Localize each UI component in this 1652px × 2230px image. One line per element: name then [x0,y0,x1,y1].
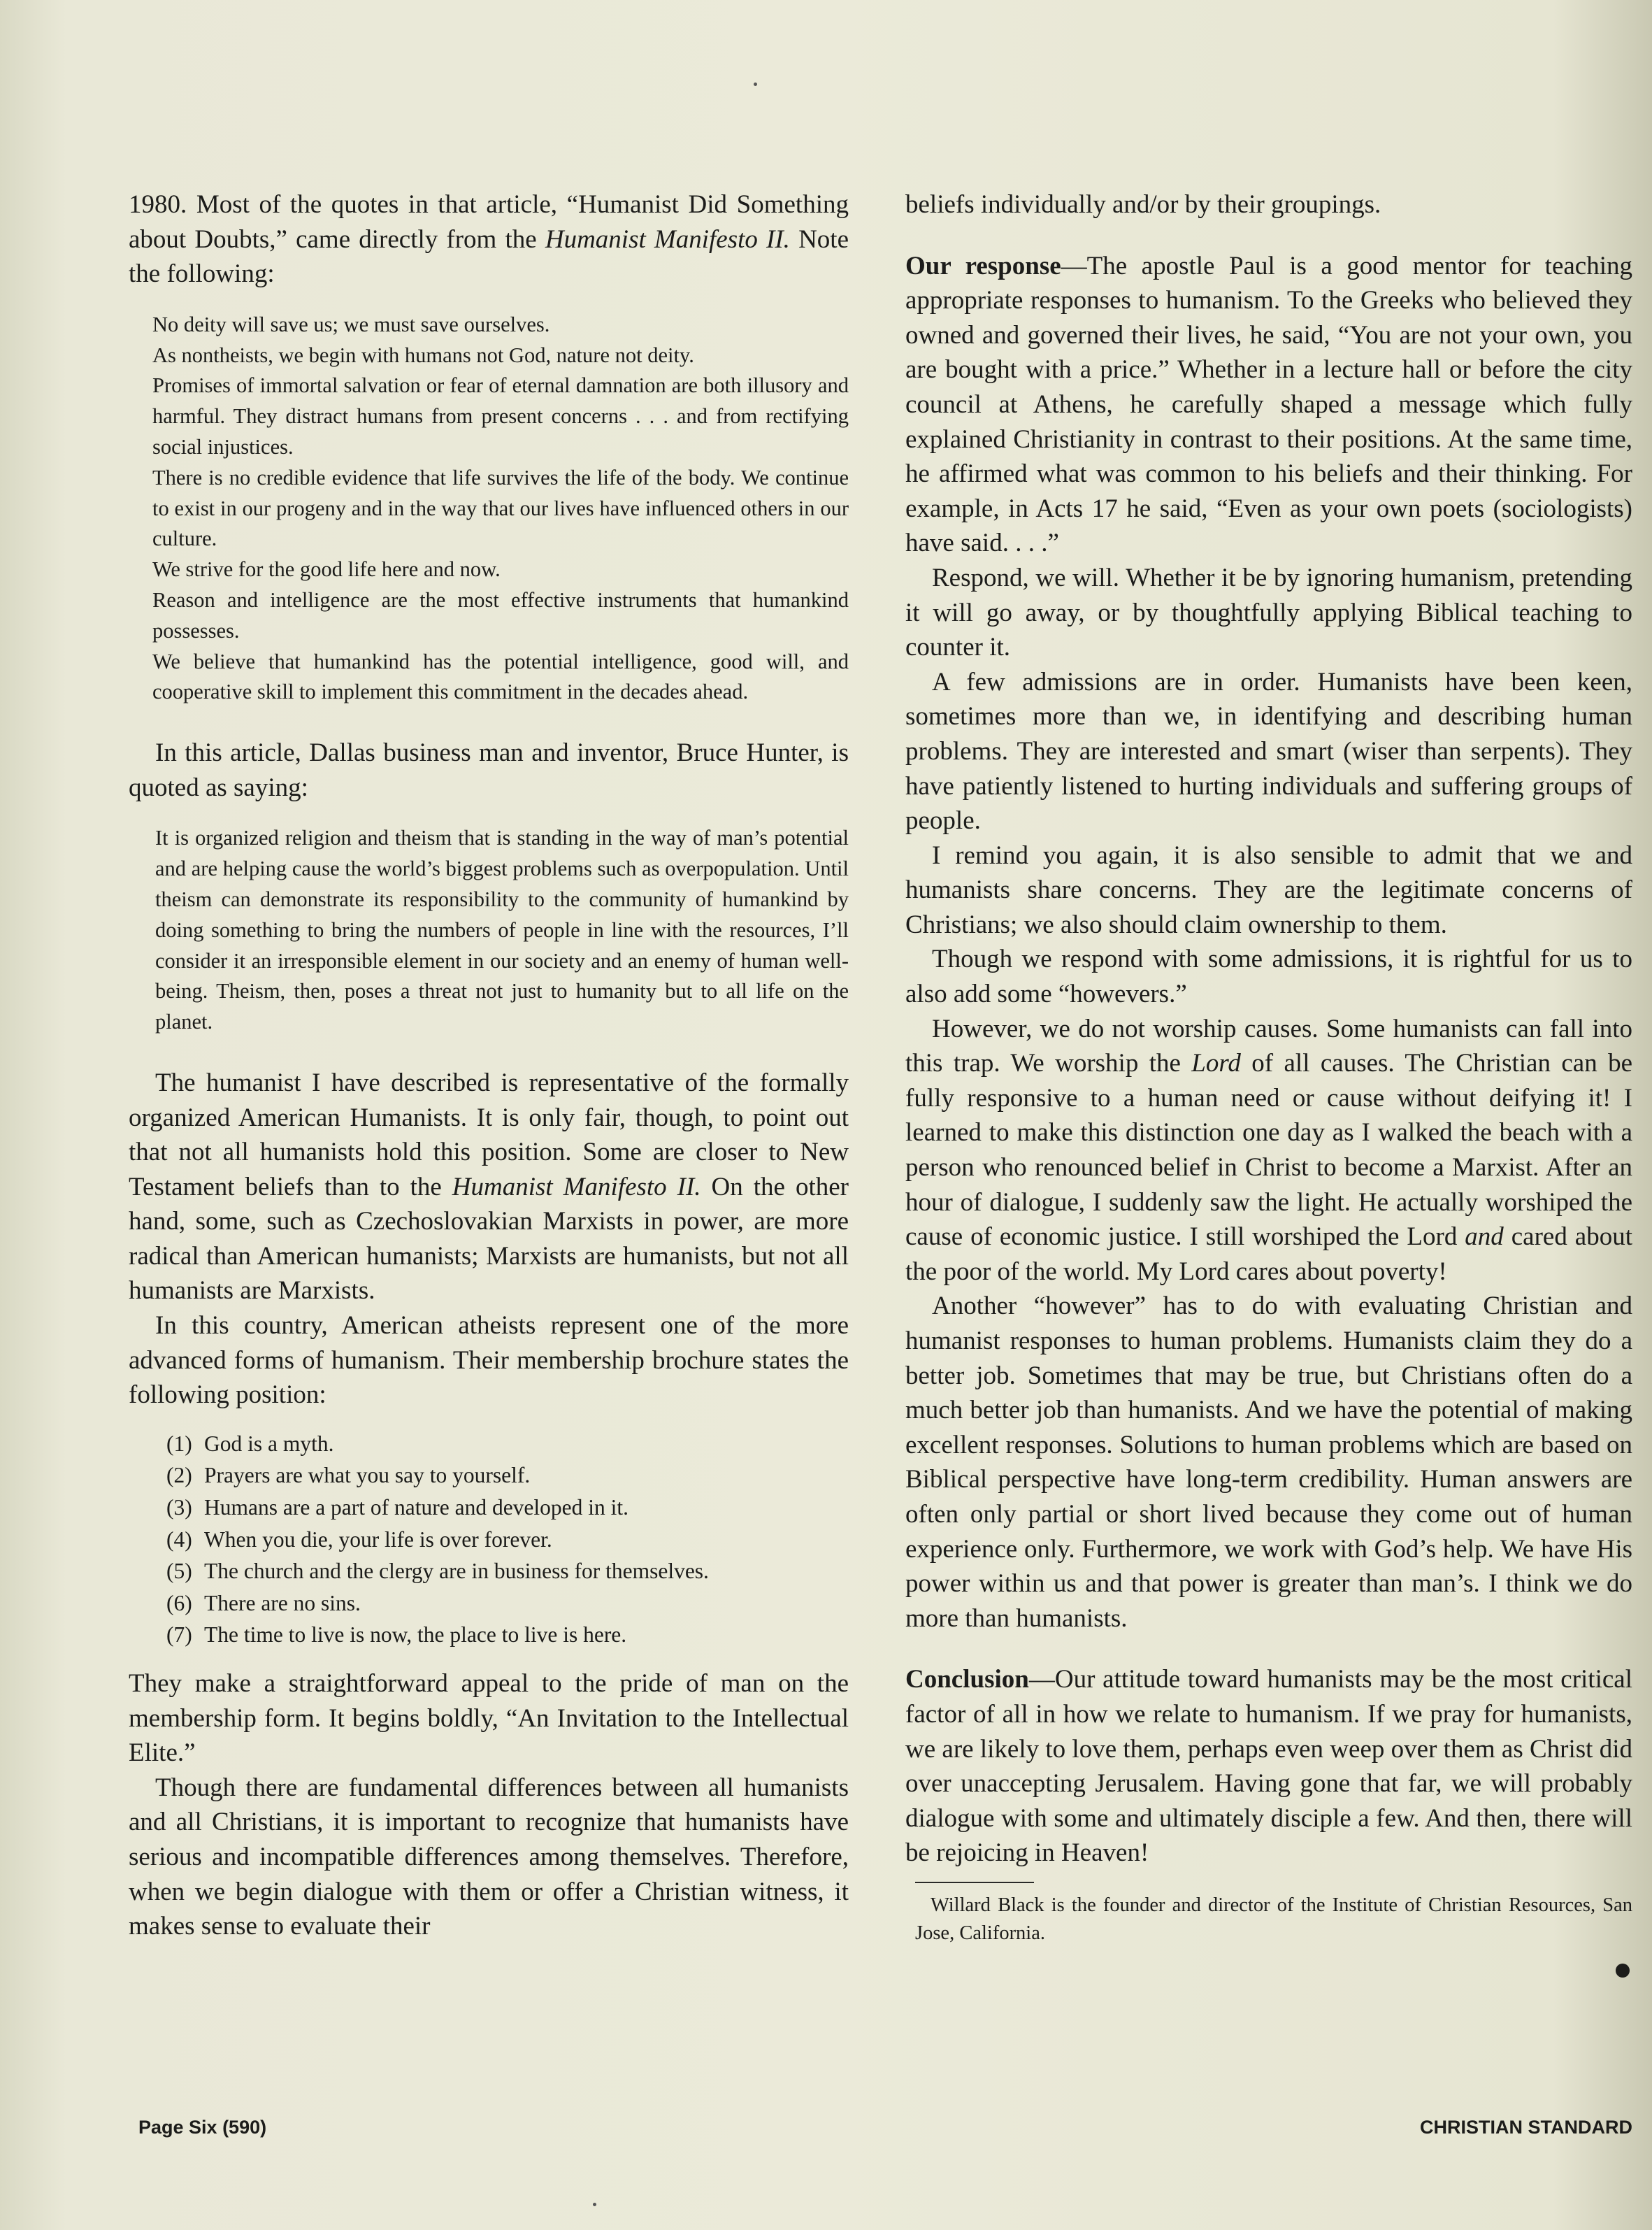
manifesto-quote-line: Promises of immortal salvation or fear of eternal damnation are both illusory and harmful. They distract humans from present concerns . . . and from rectifying social injustices. [152,373,849,459]
brochure-list [166,1428,849,1651]
appeal-paragraph: They make a straightforward appeal to the pride of man on the membership form. It begins boldly, “An Invitation to the Intellectual Elite.” [129,1669,849,1768]
manifesto-quote-line: Reason and intelligence are the most effective instruments that humankind possesses. [152,587,849,643]
list-item: (7) The time to live is now, the place to live is here. [166,1622,627,1648]
manifesto-quote-block [152,310,849,708]
list-item: (4) When you die, your life is over forever. [166,1527,552,1552]
response-heading: Our response [905,251,1061,280]
hunter-quote: It is organized religion and theism that is standing in the way of man’s potential and are helping cause the world’s biggest problems such as overpopulation. Until theism can demonstrate its responsibility to the community of humankind by doing something to bring the numbers of people in line with the resources, I’ll consider it an irresponsible element in our society and an enemy of human well-being. Theism, then, poses a threat not just to humanity but to all life on the planet. [155,826,849,1034]
howevers-paragraph: Though we respond with some admissions, it is rightful for us to also add some “howevers.” [905,945,1632,1009]
conclusion-paragraph: Conclusion—Our attitude toward humanists may be the most critical factor of all in how we relate to humanism. If we pray for humanists, we are likely to love them, perhaps even weep over them as Christ did over unaccepting Jerusalem. Having gone that far, we will probably dialogue with some and ultimately disciple a few. And then, there will be rejoicing in Heaven! [905,1665,1632,1868]
author-note: Willard Black is the founder and director of the Institute of Christian Resources, San Jose, California. [915,1894,1632,1944]
manifesto-quote-line: As nontheists, we begin with humans not God, nature not deity. [152,343,694,367]
speck [593,2203,596,2206]
speck [754,83,757,86]
remind-paragraph: I remind you again, it is also sensible to admit that we and humanists share concerns. They are the legitimate concerns of Christians; we also should claim ownership to them. [905,841,1632,939]
continuation-line: beliefs individually and/or by their groupings. [905,190,1381,219]
another-however-paragraph: Another “however” has to do with evaluating Christian and humanist responses to human problems. Humanists claim they do a better job. Sometimes that may be true, but Christians often do a much better job than humanists. And we have the potential of making excellent responses. Solutions to human problems which are based on Biblical perspective have long-term credibility. Human answers are often only partial or short lived because they come out of human experience only. Furthermore, we work with God’s help. We have His power within us and that power is greater than man’s. I think we do more than humanists. [905,1292,1632,1633]
humanist-paragraph: The humanist I have described is representative of the formally organized American Humanists. It is only fair, though, to point out that not all humanists hold this position. Some are closer to New Testament beliefs than to the Humanist Manifesto II. On the other hand, some, such as Czechoslovakian Marxists in power, are more radical than American humanists; Marxists are humanists, but not all humanists are Marxists. [129,1068,849,1306]
spacer [905,222,1632,249]
list-item: (1) God is a myth. [166,1431,334,1456]
list-item: (6) There are no sins. [166,1590,361,1615]
end-mark-bullet-icon [1616,1964,1630,1978]
hunter-intro-paragraph: In this article, Dallas business man and inventor, Bruce Hunter, is quoted as saying: [129,738,849,802]
right-column [905,187,1632,1947]
publication-name: CHRISTIAN STANDARD [1420,2117,1632,2138]
manifesto-quote-line: There is no credible evidence that life survives the life of the body. We continue to exist in our progeny and in the way that our lives have influenced others in our culture. [152,465,849,551]
manifesto-quote-line: We strive for the good life here and now. [152,557,501,582]
list-item: (2) Prayers are what you say to yourself. [166,1463,531,1488]
intro-paragraph: 1980. Most of the quotes in that article, “Humanist Did Something about Doubts,” came directly from the Humanist Manifesto II. Note the following: [129,190,849,289]
footnote-rule [915,1882,1034,1883]
atheists-paragraph: In this country, American atheists represent one of the more advanced forms of humanism. Their membership brochure states the following position: [129,1311,849,1410]
page-number-label: Page Six (590) [138,2117,267,2138]
left-column [129,187,849,1944]
list-item: (3) Humans are a part of nature and developed in it. [166,1495,629,1520]
differences-paragraph: Though there are fundamental differences between all humanists and all Christians, it is important to recognize that humanists have serious and incompatible differences among themselves. Therefore, when we begin dialogue with them or offer a Christian witness, it makes sense to evaluate their [129,1773,849,1941]
spacer [905,1636,1632,1662]
manifesto-quote-line: We believe that humankind has the potential intelligence, good will, and cooperative skill to implement this commitment in the decades ahead. [152,649,849,704]
list-item: (5) The church and the clergy are in business for themselves. [166,1559,709,1584]
response-paragraph: Our response—The apostle Paul is a good mentor for teaching appropriate responses to humanism. To the Greeks who believed they owned and governed their lives, he said, “You are not your own, you are bought with a price.” Whether in a lecture hall or before the city council at Athens, he carefully shaped a message which fully explained Christianity in contrast to their positions. At the same time, he affirmed what was common to his beliefs and their thinking. For example, in Acts 17 he said, “Even as your own poets (sociologists) have said. . . .” [905,251,1632,558]
manifesto-quote-line: No deity will save us; we must save ourselves. [152,312,550,336]
conclusion-heading: Conclusion [905,1665,1029,1694]
respond-paragraph: Respond, we will. Whether it be by ignoring humanism, pretending it will go away, or by thoughtfully applying Biblical teaching to counter it. [905,563,1632,662]
admissions-paragraph: A few admissions are in order. Humanists have been keen, sometimes more than we, in identifying and describing human problems. They are interested and smart (wiser than serpents). They have patiently listened to hurting individuals and suffering groups of people. [905,667,1632,836]
worship-paragraph: However, we do not worship causes. Some humanists can fall into this trap. We worship the Lord of all causes. The Christian can be fully responsive to a human need or cause without deifying it! I learned to make this distinction one day as I walked the beach with a person who renounced belief in Christ to become a Marxist. After an hour of dialogue, I suddenly saw the light. He actually worshiped the cause of economic justice. I still worshiped the Lord and cared about the poor of the world. My Lord cares about poverty! [905,1014,1632,1286]
